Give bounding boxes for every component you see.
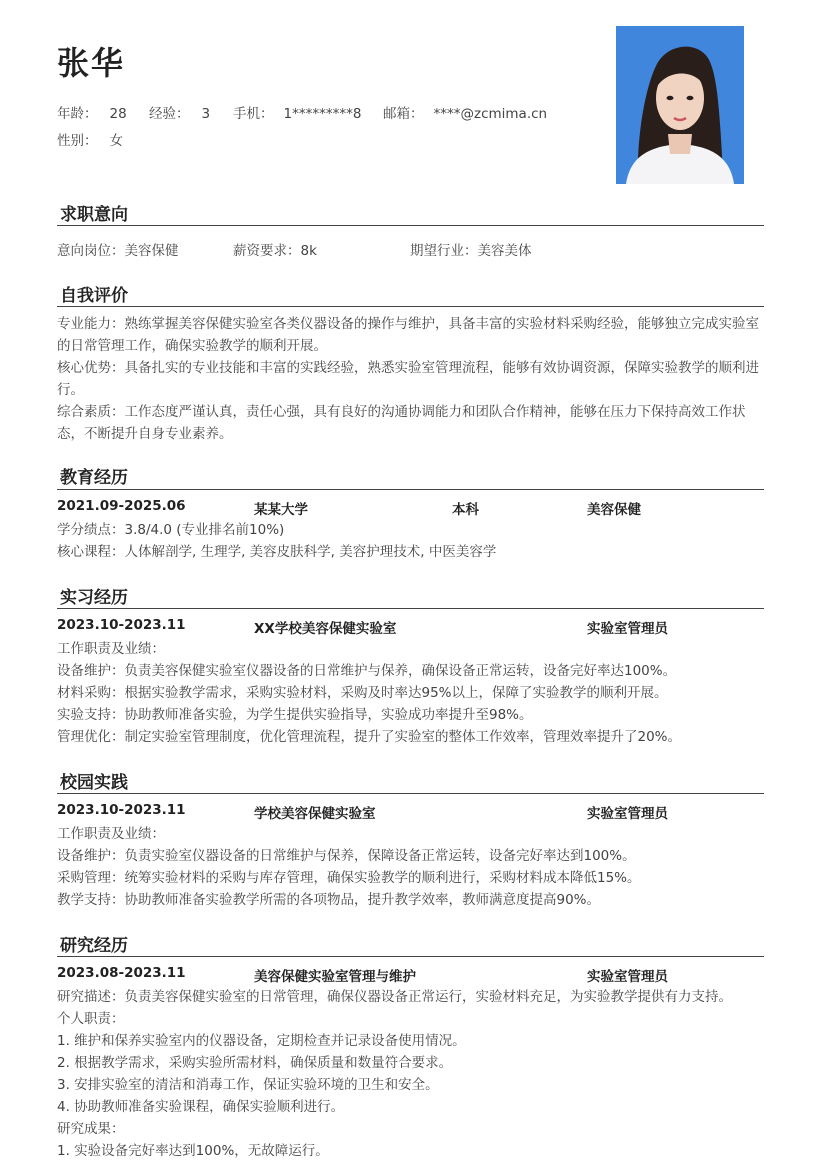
list-item: 2. 根据教学需求，采购实验所需材料，确保质量和数量符合要求。 <box>57 1055 453 1071</box>
self-eval-ability: 专业能力：熟练掌握美容保健实验室各类仪器设备的操作与维护，具备丰富的实验材料采购经验，能够独立完成实验室的日常管理工作，确保实验教学的顺利开展。 <box>57 316 759 354</box>
list-item: 1. 实验设备完好率达到100%，无故障运行。 <box>57 1143 329 1159</box>
internship-role: 实验室管理员 <box>587 621 668 637</box>
section-divider <box>57 306 764 307</box>
experience-value: 3 <box>201 106 211 122</box>
education-courses: 核心课程：人体解剖学, 生理学, 美容皮肤科学, 美容护理技术, 中医美容学 <box>57 544 497 560</box>
gender-label: 性别： <box>57 133 98 149</box>
section-title-campus: 校园实践 <box>60 773 128 793</box>
section-divider <box>57 225 764 226</box>
campus-date: 2023.10-2023.11 <box>57 802 186 818</box>
list-item: 设备维护：负责实验室仪器设备的日常维护与保养，保障设备正常运转，设备完好率达到100%。 <box>57 848 636 864</box>
campus-org: 学校美容保健实验室 <box>254 806 376 822</box>
self-eval-quality: 综合素质：工作态度严谨认真，责任心强，具有良好的沟通协调能力和团队合作精神，能够在压力下保持高效工作状态，不断提升自身专业素养。 <box>57 404 746 442</box>
section-divider <box>57 956 764 957</box>
age-value: 28 <box>109 106 127 122</box>
list-item: 个人职责： <box>57 1011 125 1027</box>
email-info <box>383 102 547 122</box>
list-item: 1. 维护和保养实验室内的仪器设备，定期检查并记录设备使用情况。 <box>57 1033 466 1049</box>
self-eval-advantage: 核心优势：具备扎实的专业技能和丰富的实践经验，熟悉实验室管理流程，能够有效协调资源，保障实验教学的顺利进行。 <box>57 360 759 398</box>
list-item: 采购管理：统筹实验材料的采购与库存管理，确保实验教学的顺利进行，采购材料成本降低15%。 <box>57 870 641 886</box>
section-title-internship: 实习经历 <box>60 588 128 608</box>
section-title-intent: 求职意向 <box>60 205 128 225</box>
experience-info <box>149 102 210 122</box>
internship-date: 2023.10-2023.11 <box>57 617 186 633</box>
list-item: 工作职责及业绩： <box>57 826 165 842</box>
education-degree: 本科 <box>452 502 479 518</box>
list-item: 研究描述：负责美容保健实验室的日常管理，确保仪器设备正常运行，实验材料充足，为实验教学提供有力支持。 <box>57 989 732 1005</box>
section-divider <box>57 489 764 490</box>
phone-value: 1*********8 <box>283 106 362 122</box>
education-major: 美容保健 <box>587 502 641 518</box>
education-gpa: 学分绩点：3.8/4.0 (专业排名前10%) <box>57 522 285 538</box>
list-item: 管理优化：制定实验室管理制度，优化管理流程，提升了实验室的整体工作效率，管理效率提升了20%。 <box>57 729 682 745</box>
list-item: 4. 协助教师准备实验课程，确保实验顺利进行。 <box>57 1099 345 1115</box>
section-title-self-eval: 自我评价 <box>60 286 128 306</box>
experience-label: 经验： <box>149 106 190 122</box>
section-divider <box>57 793 764 794</box>
phone-label: 手机： <box>233 106 274 122</box>
section-title-research: 研究经历 <box>60 936 128 956</box>
research-project: 美容保健实验室管理与维护 <box>254 969 416 985</box>
list-item: 实验支持：协助教师准备实验，为学生提供实验指导，实验成功率提升至98%。 <box>57 707 533 723</box>
candidate-name: 张华 <box>57 44 126 82</box>
research-date: 2023.08-2023.11 <box>57 965 186 981</box>
intent-position: 意向岗位：美容保健 <box>57 243 179 259</box>
portrait-image <box>616 26 744 184</box>
education-school: 某某大学 <box>254 502 308 518</box>
research-role: 实验室管理员 <box>587 969 668 985</box>
age-info <box>57 102 127 122</box>
age-label: 年龄： <box>57 106 98 122</box>
intent-salary: 薪资要求：8k <box>233 243 317 259</box>
list-item: 设备维护：负责美容保健实验室仪器设备的日常维护与保养，确保设备正常运转，设备完好率达100%。 <box>57 663 677 679</box>
profile-photo <box>616 26 744 184</box>
phone-info <box>233 102 361 122</box>
gender-value: 女 <box>109 133 123 149</box>
list-item: 3. 安排实验室的清洁和消毒工作，保证实验环境的卫生和安全。 <box>57 1077 439 1093</box>
list-item: 工作职责及业绩： <box>57 641 165 657</box>
gender-info <box>57 129 123 149</box>
list-item: 研究成果： <box>57 1121 125 1137</box>
email-value: ****@zcmima.cn <box>433 106 548 122</box>
email-label: 邮箱： <box>383 106 424 122</box>
education-date: 2021.09-2025.06 <box>57 498 186 514</box>
list-item: 材料采购：根据实验教学需求，采购实验材料，采购及时率达95%以上，保障了实验教学的顺利开展。 <box>57 685 668 701</box>
internship-org: XX学校美容保健实验室 <box>254 621 397 637</box>
intent-industry: 期望行业：美容美体 <box>410 243 532 259</box>
list-item: 教学支持：协助教师准备实验教学所需的各项物品，提升教学效率，教师满意度提高90%。 <box>57 892 601 908</box>
campus-role: 实验室管理员 <box>587 806 668 822</box>
section-title-education: 教育经历 <box>60 468 128 488</box>
section-divider <box>57 608 764 609</box>
